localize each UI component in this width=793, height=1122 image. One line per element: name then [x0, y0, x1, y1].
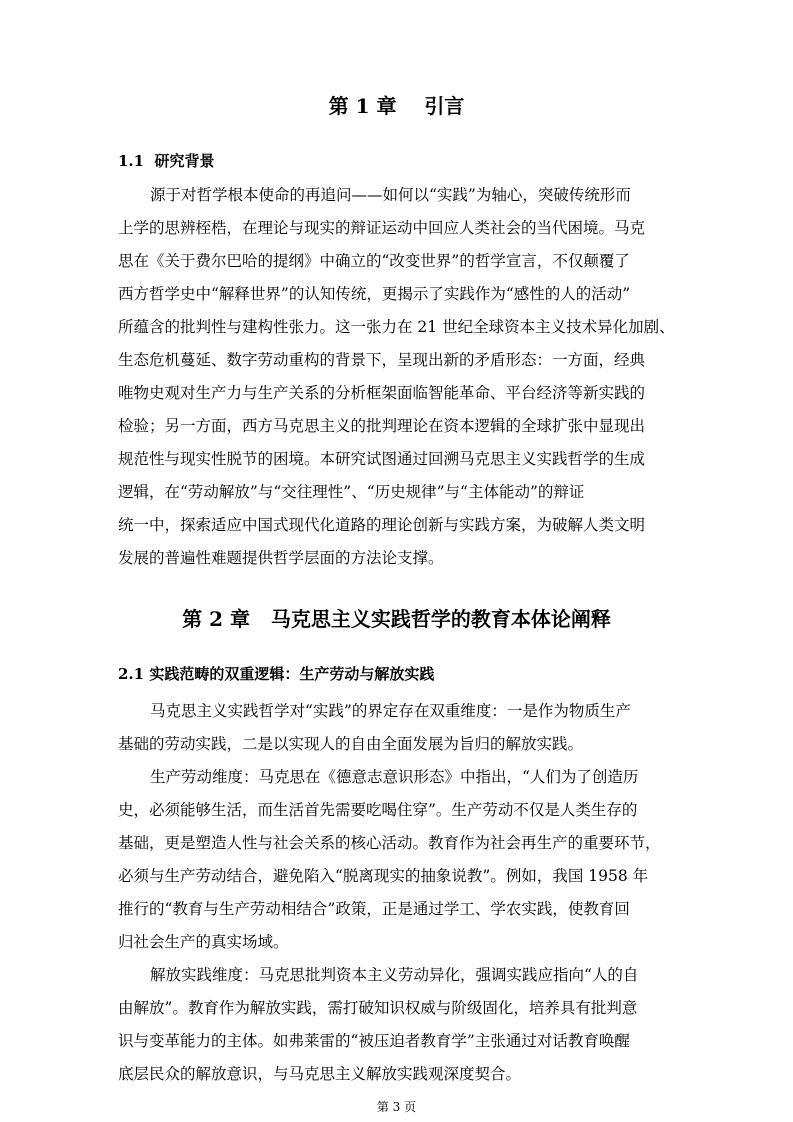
paragraph-line: 基础，更是塑造人性与社会关系的核心活动。教育作为社会再生产的重要环节， — [118, 834, 661, 852]
paragraph-line: 生产劳动维度：马克思在《德意志意识形态》中指出，“人们为了创造历 — [150, 768, 639, 786]
paragraph-line: 必须与生产劳动结合，避免陷入“脱离现实的抽象说教”。例如，我国 1958 年 — [118, 867, 649, 885]
paragraph-line: 基础的劳动实践，二是以实现人的自由全面发展为旨归的解放实践。 — [118, 735, 584, 753]
chapter-1-title: 第 1 章 引言 — [328, 94, 465, 118]
paragraph-line: 规范性与现实性脱节的困境。本研究试图通过回溯马克思主义实践哲学的生成 — [118, 450, 646, 468]
paragraph-line: 史，必须能够生活，而生活首先需要吃喝住穿”。生产劳动不仅是人类生存的 — [118, 801, 638, 819]
paragraph-line: 统一中，探索适应中国式现代化道路的理论创新与实践方案，为破解人类文明 — [118, 516, 646, 534]
paragraph-line: 思在《关于费尔巴哈的提纲》中确立的“改变世界”的哲学宣言，不仅颠覆了 — [118, 252, 630, 270]
paragraph-line: 逻辑，在“劳动解放”与“交往理性”、“历史规律”与“主体能动”的辩证 — [118, 483, 585, 501]
paragraph-line: 底层民众的解放意识，与马克思主义解放实践观深度契合。 — [118, 1065, 522, 1083]
paragraph-line: 推行的“教育与生产劳动相结合”政策，正是通过学工、学农实践，使教育回 — [118, 900, 630, 918]
section-1-1-title: 1.1 研究背景 — [118, 152, 215, 170]
section-2-1-title: 2.1 实践范畴的双重逻辑：生产劳动与解放实践 — [118, 665, 435, 683]
paragraph-line: 检验；另一方面，西方马克思主义的批判理论在资本逻辑的全球扩张中显现出 — [118, 417, 646, 435]
paragraph-line: 上学的思辨桎梏，在理论与现实的辩证运动中回应人类社会的当代困境。马克 — [118, 219, 646, 237]
paragraph-line: 归社会生产的真实场域。 — [118, 933, 289, 951]
paragraph-line: 发展的普遍性难题提供哲学层面的方法论支撑。 — [118, 549, 444, 567]
paragraph-line: 由解放”。教育作为解放实践，需打破知识权威与阶级固化，培养具有批判意 — [118, 999, 638, 1017]
paragraph-line: 所蕴含的批判性与建构性张力。这一张力在 21 世纪全球资本主义技术异化加剧、 — [118, 318, 675, 336]
paragraph-line: 解放实践维度：马克思批判资本主义劳动异化，强调实践应指向“人的自 — [150, 966, 639, 984]
paragraph-line: 源于对哲学根本使命的再追问——如何以“实践”为轴心，突破传统形而 — [150, 186, 631, 204]
page-number: 第 3 页 — [376, 1100, 417, 1114]
paragraph-line: 马克思主义实践哲学对“实践”的界定存在双重维度：一是作为物质生产 — [150, 702, 631, 720]
paragraph-line: 识与变革能力的主体。如弗莱雷的“被压迫者教育学”主张通过对话教育唤醒 — [118, 1032, 630, 1050]
paragraph-line: 西方哲学史中“解释世界”的认知传统，更揭示了实践作为“感性的人的活动” — [118, 285, 631, 303]
paragraph-line: 生态危机蔓延、数字劳动重构的背景下，呈现出新的矛盾形态：一方面，经典 — [118, 351, 646, 369]
paragraph-line: 唯物史观对生产力与生产关系的分析框架面临智能革命、平台经济等新实践的 — [118, 384, 646, 402]
chapter-2-title: 第 2 章 马克思主义实践哲学的教育本体论阐释 — [182, 607, 611, 631]
